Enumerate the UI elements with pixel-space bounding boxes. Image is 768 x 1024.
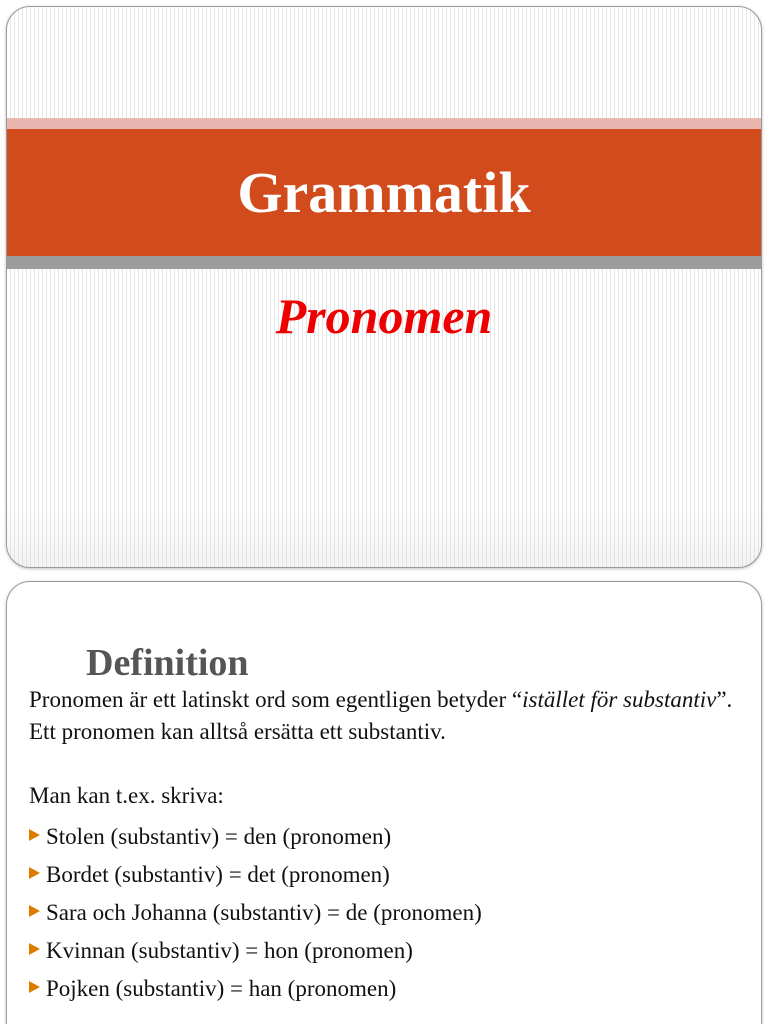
definition-text-italic: istället för substantiv [522, 687, 717, 712]
list-item [29, 856, 749, 894]
definition-text-1: Pronomen är ett latinskt ord som egentligen betyder “ [29, 687, 523, 712]
arrowhead-bullet-icon [29, 943, 40, 955]
list-item-text: Pojken (substantiv) = han (pronomen) [46, 976, 397, 1001]
list-item [29, 818, 749, 856]
arrowhead-bullet-icon [29, 829, 40, 841]
accent-band-top [7, 118, 761, 129]
definition-body [29, 684, 749, 1008]
list-item-text: Bordet (substantiv) = det (pronomen) [46, 862, 390, 887]
list-item-text: Sara och Johanna (substantiv) = de (pronomen) [46, 900, 482, 925]
definition-text-3: ”. Ett pronomen kan alltså ersätta ett substantiv. [29, 687, 733, 744]
list-item [29, 894, 749, 932]
definition-slide [6, 581, 762, 1024]
title-slide [6, 6, 762, 568]
accent-band-bottom [7, 256, 761, 269]
definition-heading: Definition [86, 642, 249, 684]
definition-paragraph [29, 684, 749, 748]
list-item-text: Kvinnan (substantiv) = hon (pronomen) [46, 938, 413, 963]
list-item-text: Stolen (substantiv) = den (pronomen) [46, 824, 392, 849]
arrowhead-bullet-icon [29, 905, 40, 917]
list-item [29, 970, 749, 1008]
list-item [29, 932, 749, 970]
example-list [29, 818, 749, 1008]
slide-title: Grammatik [237, 159, 531, 225]
example-intro: Man kan t.ex. skriva: [29, 783, 224, 808]
paragraph-gap [29, 748, 749, 780]
title-band [7, 129, 761, 256]
arrowhead-bullet-icon [29, 981, 40, 993]
arrowhead-bullet-icon [29, 867, 40, 879]
slide-subtitle: Pronomen [275, 288, 493, 344]
